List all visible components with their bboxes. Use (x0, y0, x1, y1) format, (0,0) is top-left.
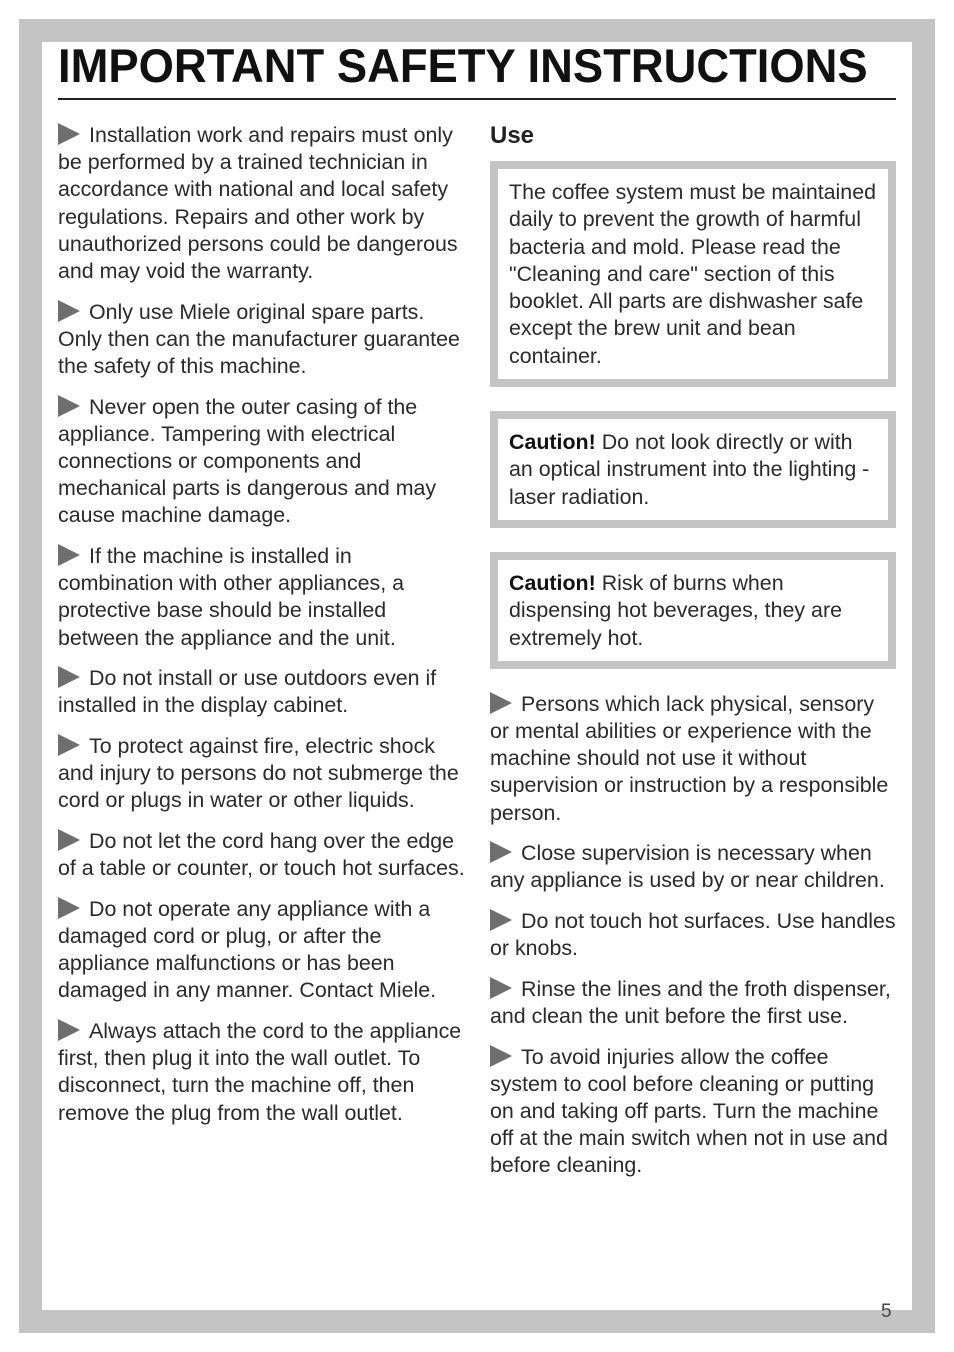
page-title: IMPORTANT SAFETY INSTRUCTIONS (58, 39, 868, 92)
triangle-arrow-icon (58, 734, 80, 756)
item-text: Only use Miele original spare parts. Only then can the manufacturer guarantee the safety of this machine. (58, 299, 460, 379)
item-text: Never open the outer casing of the appliance. Tampering with electrical connections or components and mechanical parts is dangerous and may cause machine damage. (58, 394, 437, 528)
item-text: If the machine is installed in combination with other appliances, a protective base should be installed between the appliance and the unit. (58, 544, 405, 650)
triangle-arrow-icon (58, 829, 80, 851)
triangle-arrow-icon (58, 300, 80, 322)
left-column (58, 122, 466, 1140)
page-number: 5 (881, 1301, 892, 1322)
triangle-arrow-icon (58, 666, 80, 688)
list-item (490, 908, 898, 962)
right-column (490, 122, 898, 1193)
list-item (490, 691, 898, 827)
list-item (490, 840, 898, 894)
caution-box (490, 411, 896, 528)
caution-label: Caution! (509, 570, 596, 595)
caution-box (490, 552, 896, 669)
triangle-arrow-icon (58, 395, 80, 417)
section-heading-use: Use (490, 122, 535, 149)
list-item (58, 122, 466, 285)
item-text: Do not let the cord hang over the edge of a table or counter, or touch hot surfaces. (58, 829, 465, 881)
list-item (58, 299, 466, 381)
triangle-arrow-icon (58, 544, 80, 566)
triangle-arrow-icon (490, 841, 512, 863)
triangle-arrow-icon (490, 909, 512, 931)
triangle-arrow-icon (58, 123, 80, 145)
triangle-arrow-icon (58, 897, 80, 919)
item-text: Rinse the lines and the froth dispenser, and clean the unit before the first use. (490, 976, 891, 1029)
list-item (490, 976, 898, 1030)
item-text: Do not touch hot surfaces. Use handles or knobs. (490, 909, 896, 961)
list-item (490, 1044, 898, 1180)
notice-text: The coffee system must be maintained daily to prevent the growth of harmful bacteria and mold. Please read the "Cleaning and care" section of this booklet. All parts are dishwasher safe except the brew unit and bean container. (509, 180, 876, 368)
item-text: Installation work and repairs must only be performed by a trained technician in accordance with national and local safety regulations. Repairs and other work by unauthorized persons could be dangerous and may void the warranty. (58, 123, 458, 284)
triangle-arrow-icon (490, 977, 512, 999)
caution-text: Do not look directly or with an optical instrument into the lighting - laser radiation. (509, 430, 870, 509)
item-text: Do not operate any appliance with a damaged cord or plug, or after the appliance malfunctions or has been damaged in any manner. Contact Miele. (58, 896, 437, 1003)
triangle-arrow-icon (490, 1045, 512, 1067)
list-item (58, 665, 466, 719)
item-text: To avoid injuries allow the coffee system to cool before cleaning or putting on and taking off parts. Turn the machine off at the main switch when not in use and before cleaning. (490, 1044, 888, 1178)
item-text: Always attach the cord to the appliance first, then plug it into the wall outlet. To disconnect, turn the machine off, then remove the plug from the wall outlet. (58, 1019, 462, 1125)
list-item (58, 543, 466, 652)
item-text: Persons which lack physical, sensory or mental abilities or experience with the machine should not use it without supervision or instruction by a responsible person. (490, 691, 889, 825)
item-text: To protect against fire, electric shock and injury to persons do not submerge the cord or plugs in water or other liquids. (58, 734, 459, 813)
item-text: Close supervision is necessary when any appliance is used by or near children. (490, 841, 885, 893)
title-rule (58, 98, 896, 100)
list-item (58, 828, 466, 882)
list-item (58, 394, 466, 530)
caution-label: Caution! (509, 430, 596, 455)
list-item (58, 733, 466, 815)
list-item (58, 896, 466, 1005)
notice-box (490, 161, 896, 387)
triangle-arrow-icon (490, 692, 512, 714)
caution-text: Risk of burns when dispensing hot beverages, they are extremely hot. (509, 570, 842, 650)
item-text: Do not install or use outdoors even if installed in the display cabinet. (58, 666, 437, 718)
triangle-arrow-icon (58, 1019, 80, 1041)
list-item (58, 1018, 466, 1127)
